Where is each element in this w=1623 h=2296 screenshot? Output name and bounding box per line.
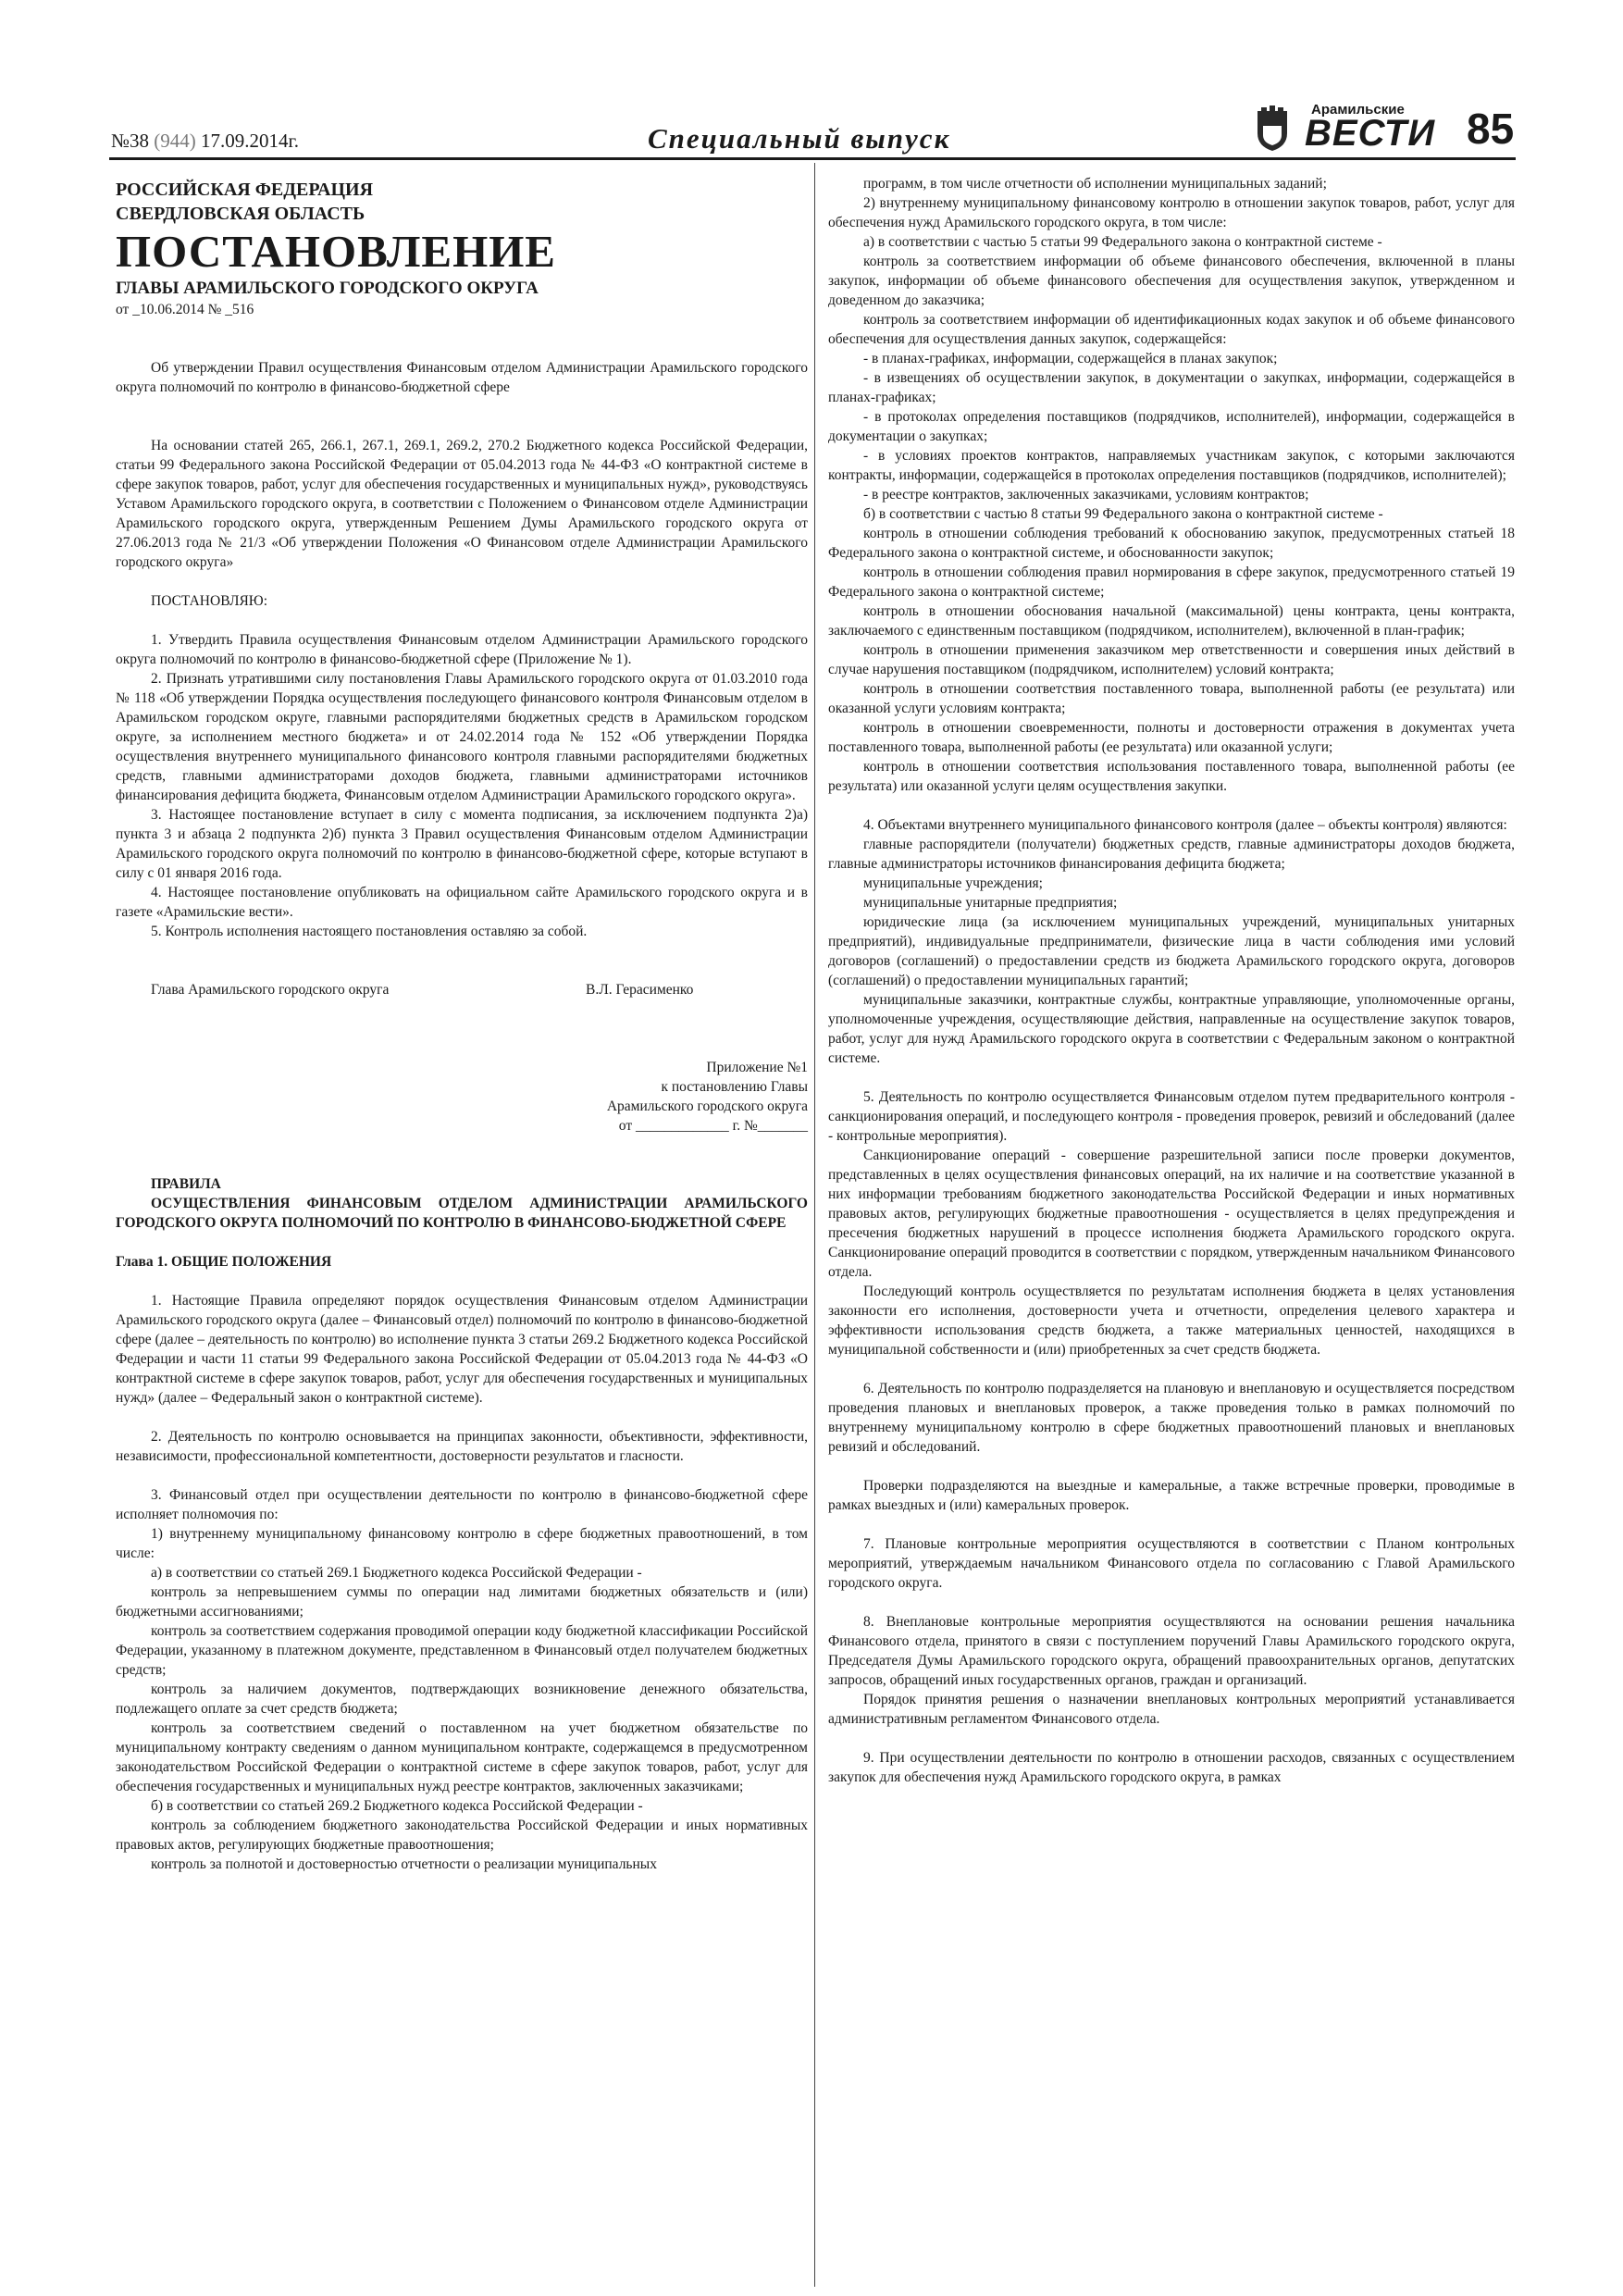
signer-title: Глава Арамильского городского округа [151, 982, 390, 998]
appendix-line: Арамильского городского округа [606, 1098, 808, 1114]
rules-paragraph: - в извещениях об осуществлении закупок, в документации о закупках, информации, содержащейся в планах-графиках; [828, 370, 1515, 405]
rules-paragraph: программ, в том числе отчетности об исполнении муниципальных заданий; [863, 176, 1327, 192]
rules-title: ОСУЩЕСТВЛЕНИЯ ФИНАНСОВЫМ ОТДЕЛОМ АДМИНИСТРАЦИИ АРАМИЛЬСКОГО ГОРОДСКОГО ОКРУГА ПОЛНОМОЧИЙ ПО КОНТРОЛЮ В ФИНАНСОВО-БЮДЖЕТНОЙ СФЕРЕ [116, 1196, 808, 1231]
appendix-line: к постановлению Главы [661, 1079, 808, 1095]
doc-basis: На основании статей 265, 266.1, 267.1, 269.1, 269.2, 270.2 Бюджетного кодекса Российской Федерации, статьи 99 Федерального закона Российской Федерации от 05.04.2013 года № 44-ФЗ «О контрактной системе в сфере закупок товаров, работ, услуг для обеспечения государственных и муниципальных нужд», руководствуясь Уставом Арамильского городского округа, в соответствии с Положением о Финансовом отделе Администрации Арамильского городского округа, утвержденным Решением Думы Арамильского городского округа от 27.06.2013 года № 21/3 «Об утверждении Положения «О Финансовом отделе Администрации Арамильского городского округа» [116, 438, 808, 570]
rules-paragraph: 5. Деятельность по контролю осуществляется Финансовым отделом путем предварительного контроля - санкционирования операций, и последующего контроля - проведения проверок, ревизий и обследований (далее - контрольные мероприятия). [828, 1089, 1515, 1144]
doc-region: СВЕРДЛОВСКАЯ ОБЛАСТЬ [116, 204, 365, 224]
doc-dateline: от _10.06.2014 № _516 [116, 302, 254, 317]
rules-left-text [116, 1291, 808, 1874]
decree-item: 4. Настоящее постановление опубликовать на официальном сайте Арамильского городского округа и в газете «Арамильские вести». [116, 885, 808, 920]
rules-paragraph: контроль за соответствием сведений о поставленном на учет бюджетном обязательстве по муниципальному контракту сведениям о данном муниципальном контракте, содержащемся в предусмотренном законодательством Российской Федерации о контрактной системе в сфере закупок товаров, работ, услуг для обеспечения государственных и муниципальных нужд реестре контрактов, заключенных заказчиками; [116, 1720, 808, 1794]
page-number: 85 [1467, 105, 1515, 153]
rules-paragraph: контроль за наличием документов, подтверждающих возникновение денежного обязательства, подлежащего оплате за счет средств бюджета; [116, 1682, 808, 1717]
rules-paragraph: 9. При осуществлении деятельности по контролю в отношении расходов, связанных с осуществлением закупок для обеспечения нужд Арамильского городского округа, в рамках [828, 1750, 1515, 1785]
rules-paragraph: 3. Финансовый отдел при осуществлении деятельности по контролю в финансово-бюджетной сфере исполняет полномочия по: [116, 1487, 808, 1522]
logo-bottom-text: ВЕСТИ [1305, 113, 1436, 154]
newspaper-logo [1254, 102, 1436, 155]
rules-paragraph: Порядок принятия решения о назначении внеплановых контрольных мероприятий устанавливается административным регламентом Финансового отдела. [828, 1692, 1515, 1727]
logo-top-text: Арамильские [1311, 102, 1405, 118]
rules-paragraph: а) в соответствии со статьей 269.1 Бюджетного кодекса Российской Федерации - [151, 1565, 642, 1581]
rules-paragraph: - в протоколах определения поставщиков (подрядчиков, исполнителей), информации, содержащейся в документации о закупках; [828, 409, 1515, 444]
decree-items [116, 630, 808, 941]
doc-kind: ПОСТАНОВЛЕНИЕ [116, 226, 556, 277]
rules-paragraph: 7. Плановые контрольные мероприятия осуществляются в соответствии с Планом контрольных мероприятий, утверждаемым начальником Финансового отдела по согласованию с Главой Арамильского городского округа. [828, 1536, 1515, 1591]
decree-item: 1. Утвердить Правила осуществления Финансовым отделом Администрации Арамильского городского округа полномочий по контролю в финансово-бюджетной сфере (Приложение № 1). [116, 632, 808, 667]
issue-info [111, 130, 299, 153]
appendix-line: от _____________ г. №_______ [618, 1118, 808, 1134]
decree-item: 5. Контроль исполнения настоящего постановления оставляю за собой. [151, 924, 588, 939]
rules-paragraph: 2) внутреннему муниципальному финансовому контролю в отношении закупок товаров, работ, услуг для обеспечения нужд Арамильского городского округа, в том числе: [828, 195, 1515, 230]
rules-paragraph: муниципальные учреждения; [863, 875, 1043, 891]
rules-paragraph: контроль в отношении своевременности, полноты и достоверности отражения в документах учета поставленного товара, выполненной работы (ее результата) или оказанной услуги; [828, 720, 1515, 755]
rules-paragraph: контроль в отношении применения заказчиком мер ответственности и совершения иных действий в случае нарушения поставщиком (подрядчиком, исполнителем) условий контракта; [828, 642, 1515, 677]
rules-paragraph: контроль в отношении соответствия поставленного товара, выполненной работы (ее результата) или оказанной услуги условиям контракта; [828, 681, 1515, 716]
rules-paragraph: главные распорядители (получатели) бюджетных средств, главные администраторы доходов бюджета, главные администраторы источников финансирования дефицита бюджета; [828, 837, 1515, 872]
rules-paragraph: контроль в отношении соблюдения правил нормирования в сфере закупок, предусмотренного статьей 19 Федерального закона о контрактной системе; [828, 565, 1515, 600]
right-column [828, 174, 1515, 1787]
rules-paragraph: контроль за соответствием содержания проводимой операции коду бюджетной классификации Российской Федерации, указанному в платежном документе, представленном в Финансовый отдел получателем бюджетных средств; [116, 1623, 808, 1678]
signature-line [151, 980, 808, 999]
rules-paragraph: 4. Объектами внутреннего муниципального финансового контроля (далее – объекты контроля) являются: [863, 817, 1507, 833]
rules-paragraph: контроль в отношении соответствия использования поставленного товара, выполненной работы (ее результата) или оказанной услуги целям осуществления закупки. [828, 759, 1515, 794]
chapter-title: Глава 1. ОБЩИЕ ПОЛОЖЕНИЯ [116, 1254, 332, 1270]
issue-number: №38 [111, 130, 150, 152]
rules-paragraph: 1) внутреннему муниципальному финансовому контролю в сфере бюджетных правоотношений, в том числе: [116, 1526, 808, 1561]
issue-date: 17.09.2014г. [201, 130, 300, 152]
decree-item: 2. Признать утратившими силу постановления Главы Арамильского городского округа от 01.03.2010 года № 118 «Об утверждении Порядка осуществления последующего финансового контроля Финансовым отделом в Арамильском городском округе, главными распорядителями бюджетных средств в Арамильском городском округе, за исполнением местного бюджета» и от 24.02.2014 года № 152 «Об утверждении Порядка осуществления внутреннего муниципального финансового контроля главными распорядителями бюджетных средств, главными администраторами доходов бюджета, главными администраторами источников финансирования дефицита бюджета, Финансовым отделом Администрации Арамильского городского округа». [116, 671, 808, 803]
doc-issuer: ГЛАВЫ АРАМИЛЬСКОГО ГОРОДСКОГО ОКРУГА [116, 279, 539, 298]
rules-paragraph: юридические лица (за исключением муниципальных учреждений, муниципальных унитарных предприятий), индивидуальные предприниматели, физические лица в части соблюдения ими условий договоров (соглашений) о предоставлении средств из бюджета Арамильского городского округа, договоров (соглашений) о предоставлении муниципальных гарантий; [828, 914, 1515, 988]
rules-paragraph: 1. Настоящие Правила определяют порядок осуществления Финансовым отделом Администрации Арамильского городского округа (далее – Финансовый отдел) полномочий по контролю в финансово-бюджетной сфере (далее – деятельность по контролю) во исполнение пункта 3 статьи 269.2 Бюджетного кодекса Российской Федерации и части 11 статьи 99 Федерального закона Российской Федерации от 05.04.2013 года № 44-ФЗ «О контрактной системе в сфере закупок товаров, работ, услуг для обеспечения государственных и муниципальных нужд» (далее – Федеральный закон о контрактной системе). [116, 1293, 808, 1406]
appendix-line: Приложение №1 [706, 1060, 808, 1075]
rules-paragraph: 8. Внеплановые контрольные мероприятия осуществляются на основании решения начальника Финансового отдела, принятого в связи с поступлением поручений Главы Арамильского городского округа, Председателя Думы Арамильского городского округа, обращений правоохранительных органов, депутатских запросов, обращений иных государственных органов, граждан и организаций. [828, 1614, 1515, 1688]
header-rule [109, 157, 1516, 160]
rules-paragraph: контроль за непревышением суммы по операции над лимитами бюджетных обязательств и (или) бюджетными ассигнованиями; [116, 1584, 808, 1620]
rules-paragraph: контроль за соответствием информации об объеме финансового обеспечения, включенной в планы закупок, информации об объеме финансового обеспечения для осуществления закупок, утвержденном и доведенном до заказчика; [828, 254, 1515, 308]
rules-paragraph: контроль за полнотой и достоверностью отчетности о реализации муниципальных [151, 1856, 657, 1872]
rules-paragraph: Проверки подразделяются на выездные и камеральные, а также встречные проверки, проводимые в рамках выездных и (или) камеральных проверок. [828, 1478, 1515, 1513]
rules-paragraph: а) в соответствии с частью 5 статьи 99 Федерального закона о контрактной системе - [863, 234, 1382, 250]
left-column [116, 178, 808, 1874]
rules-paragraph: контроль за соблюдением бюджетного законодательства Российской Федерации и иных нормативных правовых актов, регулирующих бюджетные правоотношения; [116, 1818, 808, 1853]
rules-paragraph: контроль в отношении соблюдения требований к обоснованию закупок, предусмотренных статьей 18 Федерального закона о контрактной системе, и обоснованности закупок; [828, 526, 1515, 561]
rules-paragraph: Последующий контроль осуществляется по результатам исполнения бюджета в целях установления законности его исполнения, достоверности учета и отчетности, определения целевого характера и эффективности использования средств бюджета, а также материальных ценностей, находящихся в муниципальной собственности и (или) приобретенных за счет средств бюджета. [828, 1284, 1515, 1358]
doc-subject: Об утверждении Правил осуществления Финансовым отделом Администрации Арамильского городского округа полномочий по контролю в финансово-бюджетной сфере [116, 360, 808, 395]
rules-paragraph: контроль в отношении обоснования начальной (максимальной) цены контракта, цены контракта, заключаемого с единственным поставщиком (подрядчиком, исполнителем), включенной в план-график; [828, 603, 1515, 639]
crest-icon [1254, 105, 1291, 152]
appendix-block [564, 1058, 808, 1136]
rules-right-text [828, 174, 1515, 1787]
rules-paragraph: муниципальные заказчики, контрактные службы, контрактные управляющие, уполномоченные органы, уполномоченные учреждения, осуществляющие действия, направленные на осуществление закупок товаров, работ, услуг для нужд Арамильского городского округа в соответствии с Федеральным законом о контрактной системе. [828, 992, 1515, 1066]
rules-paragraph: б) в соответствии со статьей 269.2 Бюджетного кодекса Российской Федерации - [151, 1798, 643, 1814]
rules-paragraph: б) в соответствии с частью 8 статьи 99 Федерального закона о контрактной системе - [863, 506, 1383, 522]
signer-name: В.Л. Герасименко [586, 982, 694, 998]
decree-item: 3. Настоящее постановление вступает в силу с момента подписания, за исключением подпункта 2)а) пункта 3 и абзаца 2 подпункта 2)б) пункта 3 Правил осуществления Финансовым отделом Администрации Арамильского городского округа полномочий по контролю в финансово-бюджетной сфере, которые вступают в силу с 01 января 2016 года. [116, 807, 808, 881]
rules-paragraph: - в условиях проектов контрактов, направляемых участникам закупок, с которыми заключаются контракты, информации, содержащейся в протоколах определения поставщиков (подрядчиков, исполнителей); [828, 448, 1515, 483]
rules-paragraph: - в планах-графиках, информации, содержащейся в планах закупок; [863, 351, 1278, 366]
doc-country: РОССИЙСКАЯ ФЕДЕРАЦИЯ [116, 180, 374, 200]
decree-word: ПОСТАНОВЛЯЮ: [151, 593, 268, 609]
rules-paragraph: 2. Деятельность по контролю основывается на принципах законности, объективности, эффективности, независимости, профессиональной компетентности, достоверности результатов и гласности. [116, 1429, 808, 1464]
rules-paragraph: контроль за соответствием информации об идентификационных кодах закупок и об объеме финансового обеспечения для осуществления данных закупок, содержащейся: [828, 312, 1515, 347]
rules-paragraph: 6. Деятельность по контролю подразделяется на плановую и внеплановую и осуществляется посредством проведения плановых и внеплановых проверок, а также проведения только в рамках полномочий по внутреннему муниципальному контролю в сфере бюджетных правоотношений плановых и внеплановых ревизий и обследований. [828, 1381, 1515, 1455]
section-title: Специальный выпуск [648, 122, 951, 155]
rules-paragraph: Санкционирование операций - совершение разрешительной записи после проверки документов, представленных в целях осуществления финансовых операций, на их наличие и на соответствие указанной в них информации требованиям бюджетного законодательства Российской Федерации и иных нормативных правовых актов, регулирующих бюджетные правоотношения - осуществляется в целях предупреждения и пресечения бюджетных нарушений в процессе исполнения бюджета Арамильского городского округа. Санкционирование операций проводится в соответствии с порядком, утвержденным начальником Финансового отдела. [828, 1148, 1515, 1280]
column-divider [814, 163, 815, 2287]
rules-paragraph: - в реестре контрактов, заключенных заказчиками, условиям контрактов; [863, 487, 1309, 503]
rules-word: ПРАВИЛА [151, 1176, 221, 1192]
rules-paragraph: муниципальные унитарные предприятия; [863, 895, 1118, 911]
issue-total: (944) [154, 130, 196, 152]
